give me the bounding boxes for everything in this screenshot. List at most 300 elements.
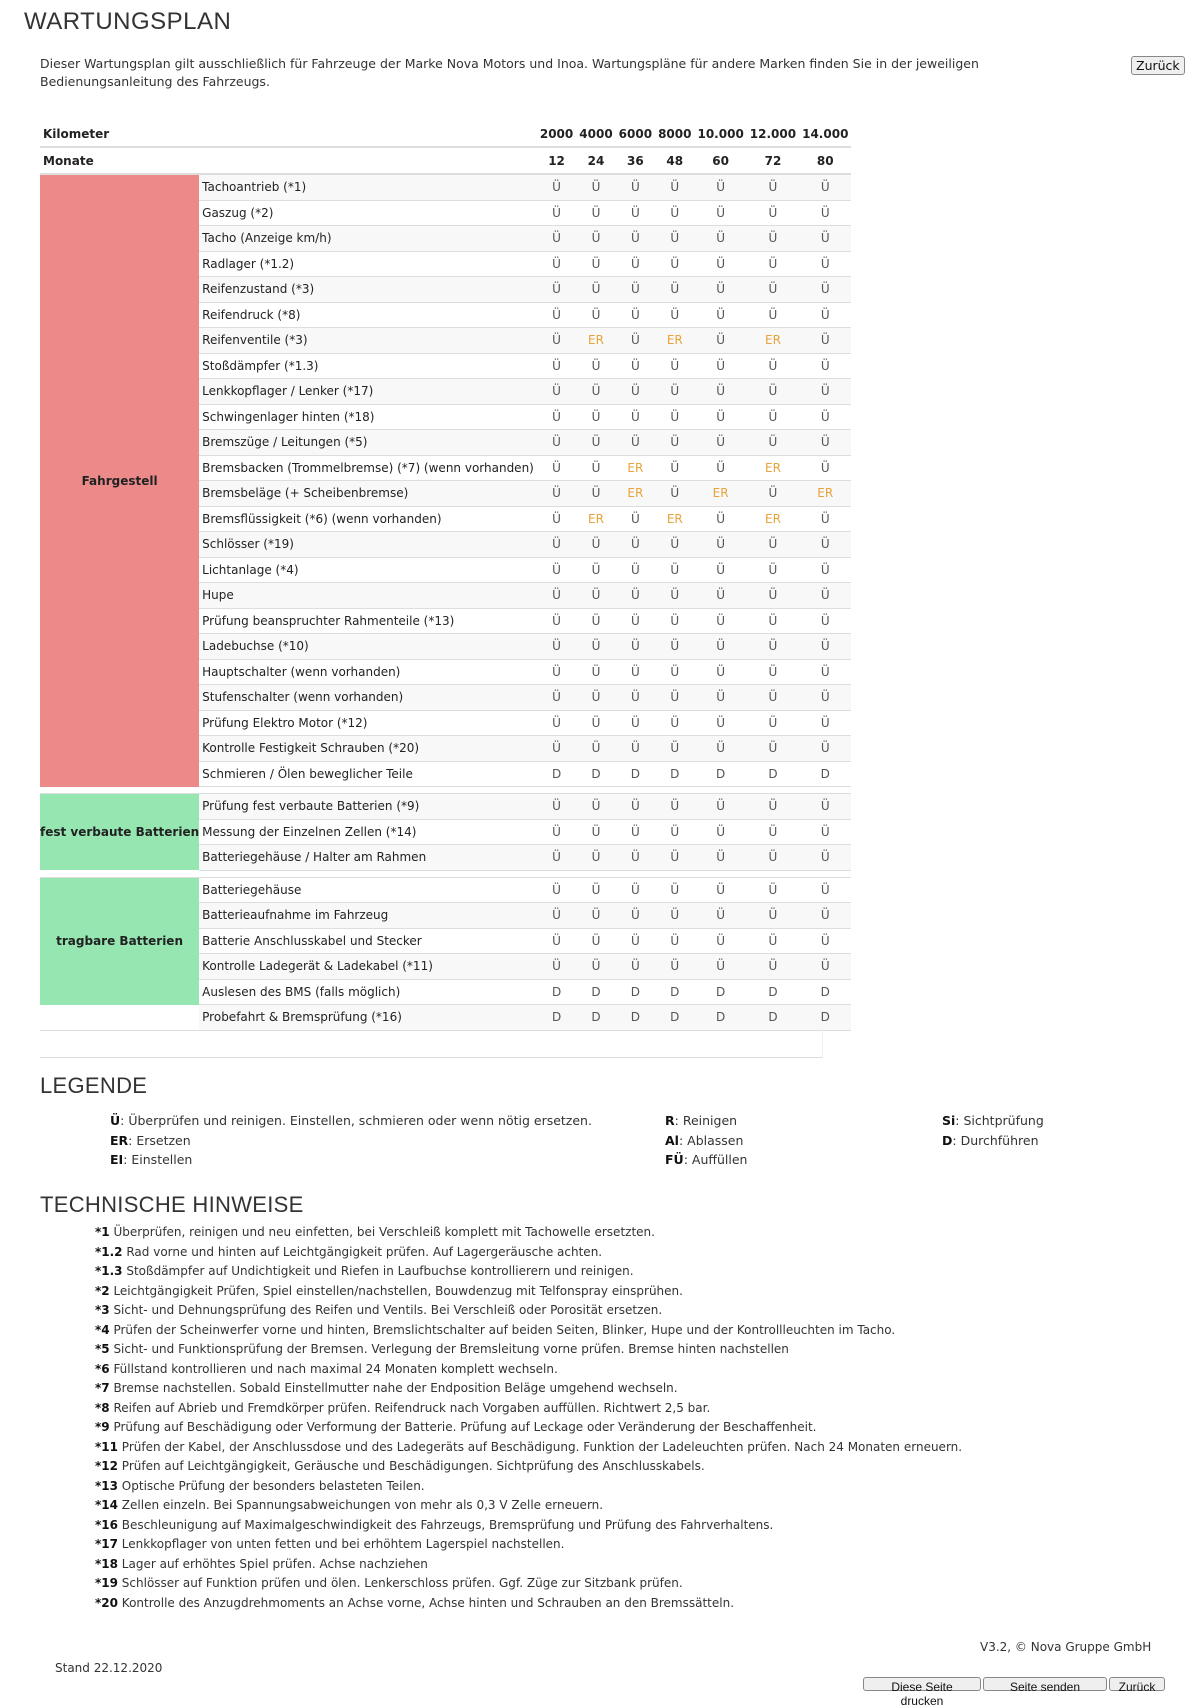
- interval-cell: Ü: [747, 819, 799, 845]
- interval-cell: Ü: [694, 430, 746, 456]
- item-label: Bremszüge / Leitungen (*5): [199, 430, 537, 456]
- interval-cell: Ü: [655, 877, 694, 903]
- interval-cell: Ü: [747, 659, 799, 685]
- interval-cell: Ü: [694, 557, 746, 583]
- note-text: Prüfen der Kabel, der Anschlussdose und des Ladegeräts auf Beschädigung. Funktion der Ladeleuchten prüfen. Nach 24 Monaten erneuern.: [117, 1439, 963, 1454]
- legend-key: Al: [665, 1132, 679, 1148]
- item-label: Hupe: [199, 583, 537, 609]
- item-label: Stufenschalter (wenn vorhanden): [199, 685, 537, 711]
- interval-cell: ER: [747, 506, 799, 532]
- interval-cell: Ü: [537, 226, 576, 252]
- interval-cell: Ü: [747, 251, 799, 277]
- legend-key: EI: [110, 1152, 124, 1167]
- interval-cell: Ü: [616, 685, 655, 711]
- group-label: [40, 1005, 199, 1031]
- note-text: Beschleunigung auf Maximalgeschwindigkeit des Fahrzeugs, Bremsprüfung und Prüfung des Fahrverhaltens.: [117, 1517, 774, 1532]
- interval-cell: Ü: [799, 583, 851, 609]
- interval-cell: Ü: [799, 710, 851, 736]
- interval-cell: Ü: [576, 532, 615, 558]
- interval-cell: Ü: [655, 481, 694, 507]
- interval-cell: Ü: [537, 634, 576, 660]
- interval-cell: Ü: [655, 174, 694, 200]
- interval-cell: Ü: [799, 328, 851, 354]
- interval-cell: ER: [616, 481, 655, 507]
- technical-note: [95, 1282, 962, 1302]
- km-header: 4000: [576, 121, 615, 147]
- interval-cell: Ü: [747, 404, 799, 430]
- version-copyright: V3.2, © Nova Gruppe GmbH: [980, 1640, 1152, 1654]
- month-header: 72: [747, 147, 799, 174]
- interval-cell: Ü: [616, 379, 655, 405]
- interval-cell: Ü: [616, 659, 655, 685]
- send-page-button[interactable]: Seite senden: [983, 1677, 1107, 1691]
- interval-cell: Ü: [655, 353, 694, 379]
- km-header: 10.000: [694, 121, 746, 147]
- interval-cell: Ü: [537, 710, 576, 736]
- interval-cell: D: [616, 761, 655, 787]
- interval-cell: Ü: [694, 328, 746, 354]
- interval-cell: Ü: [616, 532, 655, 558]
- interval-cell: Ü: [655, 557, 694, 583]
- interval-cell: Ü: [576, 903, 615, 929]
- interval-cell: Ü: [799, 430, 851, 456]
- interval-cell: Ü: [747, 583, 799, 609]
- note-text: Schlösser auf Funktion prüfen und ölen. Lenkerschloss prüfen. Ggf. Züge zur Sitzbank prüfen.: [117, 1576, 683, 1590]
- item-label: Prüfung Elektro Motor (*12): [199, 710, 537, 736]
- technical-note: [95, 1457, 962, 1477]
- interval-cell: Ü: [537, 736, 576, 762]
- legend-column-2: [665, 1111, 747, 1170]
- maintenance-row: [40, 1005, 851, 1031]
- technical-note: [95, 1516, 962, 1536]
- interval-cell: Ü: [747, 736, 799, 762]
- interval-cell: Ü: [694, 174, 746, 200]
- interval-cell: Ü: [799, 634, 851, 660]
- note-text: Zellen einzeln. Bei Spannungsabweichungen von mehr als 0,3 V Zelle erneuern.: [117, 1498, 604, 1512]
- interval-cell: Ü: [694, 819, 746, 845]
- legend-text: : Durchführen: [952, 1132, 1039, 1148]
- interval-cell: Ü: [616, 404, 655, 430]
- note-text: Lenkkopflager von unten fetten und bei erhöhtem Lagerspiel nachstellen.: [117, 1537, 565, 1551]
- interval-cell: Ü: [655, 634, 694, 660]
- interval-cell: Ü: [576, 710, 615, 736]
- interval-cell: Ü: [616, 954, 655, 980]
- group-separator: [40, 787, 851, 794]
- interval-cell: Ü: [655, 794, 694, 820]
- interval-cell: Ü: [799, 353, 851, 379]
- interval-cell: D: [655, 761, 694, 787]
- note-text: Prüfen auf Leichtgängigkeit, Geräusche und Beschädigungen. Sichtprüfung des Anschlusskabels.: [117, 1459, 705, 1473]
- interval-cell: Ü: [799, 277, 851, 303]
- interval-cell: Ü: [799, 794, 851, 820]
- interval-cell: D: [799, 761, 851, 787]
- item-label: Lenkkopflager / Lenker (*17): [199, 379, 537, 405]
- interval-cell: Ü: [747, 226, 799, 252]
- legend-column-1: [110, 1111, 592, 1170]
- interval-cell: ER: [799, 481, 851, 507]
- interval-cell: Ü: [576, 557, 615, 583]
- maintenance-row: [40, 877, 851, 903]
- interval-cell: Ü: [747, 634, 799, 660]
- month-header: 80: [799, 147, 851, 174]
- interval-cell: Ü: [576, 928, 615, 954]
- interval-cell: Ü: [616, 226, 655, 252]
- interval-cell: D: [537, 1005, 576, 1031]
- interval-cell: Ü: [747, 200, 799, 226]
- interval-cell: D: [537, 979, 576, 1005]
- item-label: Gaszug (*2): [199, 200, 537, 226]
- interval-cell: Ü: [616, 634, 655, 660]
- interval-cell: Ü: [655, 736, 694, 762]
- technical-note: [95, 1399, 962, 1419]
- interval-cell: Ü: [537, 819, 576, 845]
- interval-cell: ER: [655, 506, 694, 532]
- legend-key: Ü: [110, 1113, 121, 1128]
- legend-key: FÜ: [665, 1152, 684, 1167]
- legend-column-3: [942, 1111, 1044, 1150]
- interval-cell: Ü: [616, 877, 655, 903]
- interval-cell: Ü: [537, 659, 576, 685]
- interval-cell: Ü: [747, 277, 799, 303]
- interval-cell: Ü: [747, 877, 799, 903]
- interval-cell: Ü: [616, 200, 655, 226]
- note-text: Bremse nachstellen. Sobald Einstellmutter nahe der Endposition Beläge umgehend wechseln.: [109, 1381, 678, 1395]
- group-label: tragbare Batterien: [40, 877, 199, 1005]
- interval-cell: ER: [576, 506, 615, 532]
- interval-cell: Ü: [747, 532, 799, 558]
- interval-cell: Ü: [537, 353, 576, 379]
- interval-cell: Ü: [747, 845, 799, 871]
- legend-key: D: [942, 1132, 953, 1148]
- item-label: Schmieren / Ölen beweglicher Teile: [199, 761, 537, 787]
- technical-notes-list: [95, 1223, 962, 1613]
- interval-cell: Ü: [655, 277, 694, 303]
- interval-cell: Ü: [799, 379, 851, 405]
- interval-cell: Ü: [576, 302, 615, 328]
- legend-text: : Sichtprüfung: [955, 1113, 1044, 1128]
- interval-cell: Ü: [616, 174, 655, 200]
- months-header-row: [40, 147, 851, 174]
- interval-cell: Ü: [576, 736, 615, 762]
- interval-cell: Ü: [655, 928, 694, 954]
- legend-item: [665, 1111, 747, 1131]
- interval-cell: Ü: [799, 302, 851, 328]
- legend-text: : Ablassen: [678, 1132, 744, 1148]
- note-text: Optische Prüfung der besonders belasteten Teilen.: [117, 1478, 425, 1493]
- interval-cell: D: [694, 979, 746, 1005]
- item-label: Schlösser (*19): [199, 532, 537, 558]
- back-button[interactable]: Zurück: [1131, 56, 1185, 75]
- note-text: Lager auf erhöhtes Spiel prüfen. Achse nachziehen: [117, 1556, 428, 1571]
- note-key: *2: [95, 1283, 110, 1298]
- interval-cell: Ü: [655, 954, 694, 980]
- interval-cell: ER: [616, 455, 655, 481]
- item-label: Tacho (Anzeige km/h): [199, 226, 537, 252]
- interval-cell: Ü: [537, 583, 576, 609]
- interval-cell: Ü: [694, 200, 746, 226]
- interval-cell: Ü: [655, 608, 694, 634]
- legend-text: : Auffüllen: [683, 1152, 748, 1167]
- item-label: Batteriegehäuse / Halter am Rahmen: [199, 845, 537, 871]
- interval-cell: ER: [655, 328, 694, 354]
- interval-cell: Ü: [694, 903, 746, 929]
- legend-item: [665, 1131, 747, 1151]
- month-header: 24: [576, 147, 615, 174]
- month-header: 60: [694, 147, 746, 174]
- km-header: 2000: [537, 121, 576, 147]
- technical-note: [95, 1360, 962, 1380]
- technical-note: [95, 1418, 962, 1438]
- month-header: 36: [616, 147, 655, 174]
- interval-cell: Ü: [616, 845, 655, 871]
- print-page-button[interactable]: Diese Seite drucken: [863, 1677, 981, 1691]
- interval-cell: Ü: [747, 430, 799, 456]
- interval-cell: Ü: [694, 954, 746, 980]
- interval-cell: Ü: [616, 608, 655, 634]
- interval-cell: Ü: [537, 845, 576, 871]
- interval-cell: Ü: [694, 379, 746, 405]
- interval-cell: Ü: [616, 430, 655, 456]
- interval-cell: Ü: [616, 583, 655, 609]
- legend-item: [942, 1131, 1044, 1151]
- stand-date: Stand 22.12.2020: [55, 1661, 163, 1675]
- interval-cell: Ü: [537, 455, 576, 481]
- interval-cell: Ü: [537, 430, 576, 456]
- note-key: *11: [95, 1439, 118, 1454]
- item-label: Schwingenlager hinten (*18): [199, 404, 537, 430]
- note-text: Füllstand kontrollieren und nach maximal 24 Monaten komplett wechseln.: [109, 1361, 558, 1376]
- legend-key: R: [665, 1113, 675, 1128]
- interval-cell: D: [747, 1005, 799, 1031]
- interval-cell: Ü: [576, 583, 615, 609]
- interval-cell: Ü: [799, 928, 851, 954]
- interval-cell: Ü: [799, 845, 851, 871]
- note-key: *14: [95, 1498, 118, 1512]
- item-label: Batterie Anschlusskabel und Stecker: [199, 928, 537, 954]
- interval-cell: Ü: [799, 877, 851, 903]
- interval-cell: Ü: [576, 634, 615, 660]
- item-label: Probefahrt & Bremsprüfung (*16): [199, 1005, 537, 1031]
- interval-cell: D: [537, 761, 576, 787]
- interval-cell: Ü: [655, 302, 694, 328]
- legend-text: : Einstellen: [123, 1152, 193, 1167]
- interval-cell: Ü: [747, 353, 799, 379]
- note-key: *12: [95, 1459, 118, 1473]
- interval-cell: ER: [747, 328, 799, 354]
- table-footer: [40, 1030, 823, 1058]
- interval-cell: Ü: [655, 532, 694, 558]
- maintenance-table: [40, 121, 851, 1031]
- item-label: Messung der Einzelnen Zellen (*14): [199, 819, 537, 845]
- legend-key: Si: [942, 1113, 956, 1128]
- technical-note: [95, 1574, 962, 1594]
- group-label: fest verbaute Batterien: [40, 794, 199, 871]
- interval-cell: Ü: [694, 583, 746, 609]
- interval-cell: Ü: [694, 532, 746, 558]
- interval-cell: Ü: [655, 903, 694, 929]
- interval-cell: Ü: [694, 302, 746, 328]
- interval-cell: D: [655, 1005, 694, 1031]
- interval-cell: Ü: [537, 251, 576, 277]
- legend-text: : Ersetzen: [128, 1132, 191, 1148]
- interval-cell: Ü: [747, 928, 799, 954]
- interval-cell: Ü: [655, 226, 694, 252]
- interval-cell: Ü: [694, 251, 746, 277]
- interval-cell: Ü: [655, 819, 694, 845]
- interval-cell: ER: [747, 455, 799, 481]
- item-label: Reifenventile (*3): [199, 328, 537, 354]
- note-key: *20: [95, 1595, 118, 1610]
- separator-cell: [40, 870, 851, 877]
- interval-cell: Ü: [537, 685, 576, 711]
- interval-cell: Ü: [694, 710, 746, 736]
- interval-cell: Ü: [799, 954, 851, 980]
- kilometer-label: Kilometer: [40, 121, 537, 147]
- note-text: Sicht- und Funktionsprüfung der Bremsen. Verlegung der Bremsleitung vorne prüfen. Bremse hinten nachstellen: [109, 1342, 789, 1356]
- group-separator: [40, 870, 851, 877]
- interval-cell: Ü: [747, 608, 799, 634]
- months-label: Monate: [40, 147, 537, 174]
- item-label: Kontrolle Festigkeit Schrauben (*20): [199, 736, 537, 762]
- interval-cell: Ü: [537, 954, 576, 980]
- technical-note: [95, 1262, 962, 1282]
- interval-cell: Ü: [747, 685, 799, 711]
- interval-cell: Ü: [576, 794, 615, 820]
- interval-cell: Ü: [537, 877, 576, 903]
- note-key: *1.3: [95, 1264, 123, 1278]
- interval-cell: D: [799, 1005, 851, 1031]
- item-label: Lichtanlage (*4): [199, 557, 537, 583]
- note-key: *1: [95, 1225, 110, 1239]
- technical-note: [95, 1535, 962, 1555]
- interval-cell: Ü: [655, 430, 694, 456]
- note-key: *16: [95, 1517, 118, 1532]
- item-label: Prüfung beanspruchter Rahmenteile (*13): [199, 608, 537, 634]
- interval-cell: Ü: [576, 404, 615, 430]
- item-label: Radlager (*1.2): [199, 251, 537, 277]
- interval-cell: D: [616, 1005, 655, 1031]
- note-key: *1.2: [95, 1244, 123, 1259]
- kilometer-header-row: [40, 121, 851, 147]
- interval-cell: Ü: [694, 685, 746, 711]
- interval-cell: Ü: [537, 379, 576, 405]
- interval-cell: Ü: [616, 328, 655, 354]
- interval-cell: Ü: [799, 506, 851, 532]
- legend-item: [110, 1111, 592, 1131]
- interval-cell: Ü: [694, 455, 746, 481]
- interval-cell: D: [576, 979, 615, 1005]
- interval-cell: Ü: [576, 685, 615, 711]
- maintenance-row: [40, 174, 851, 200]
- interval-cell: Ü: [747, 481, 799, 507]
- interval-cell: Ü: [616, 819, 655, 845]
- interval-cell: Ü: [576, 455, 615, 481]
- technical-note: [95, 1301, 962, 1321]
- interval-cell: Ü: [655, 200, 694, 226]
- interval-cell: Ü: [576, 954, 615, 980]
- interval-cell: Ü: [747, 903, 799, 929]
- interval-cell: Ü: [655, 583, 694, 609]
- interval-cell: ER: [694, 481, 746, 507]
- interval-cell: Ü: [655, 710, 694, 736]
- interval-cell: Ü: [694, 608, 746, 634]
- interval-cell: Ü: [537, 557, 576, 583]
- interval-cell: Ü: [616, 710, 655, 736]
- item-label: Auslesen des BMS (falls möglich): [199, 979, 537, 1005]
- technical-note: [95, 1340, 962, 1360]
- interval-cell: Ü: [694, 928, 746, 954]
- interval-cell: Ü: [576, 877, 615, 903]
- back-bottom-button[interactable]: Zurück: [1109, 1677, 1165, 1691]
- interval-cell: Ü: [694, 845, 746, 871]
- km-header: 14.000: [799, 121, 851, 147]
- technical-note: [95, 1594, 962, 1614]
- note-key: *9: [95, 1420, 110, 1434]
- legend-title: LEGENDE: [40, 1073, 148, 1098]
- interval-cell: Ü: [747, 302, 799, 328]
- note-key: *7: [95, 1381, 110, 1395]
- note-text: Prüfen der Scheinwerfer vorne und hinten, Bremslichtschalter auf beiden Seiten, Blinker, Hupe und der Kontrollleuchten im Tacho.: [109, 1322, 896, 1337]
- interval-cell: Ü: [537, 532, 576, 558]
- technical-note: [95, 1321, 962, 1341]
- interval-cell: Ü: [747, 794, 799, 820]
- interval-cell: Ü: [616, 928, 655, 954]
- interval-cell: Ü: [655, 845, 694, 871]
- km-header: 8000: [655, 121, 694, 147]
- interval-cell: Ü: [537, 903, 576, 929]
- interval-cell: Ü: [799, 251, 851, 277]
- note-key: *19: [95, 1576, 118, 1590]
- interval-cell: Ü: [537, 928, 576, 954]
- legend-item: [110, 1131, 592, 1151]
- interval-cell: Ü: [655, 404, 694, 430]
- legend-text: : Überprüfen und reinigen. Einstellen, schmieren oder wenn nötig ersetzen.: [120, 1113, 592, 1128]
- interval-cell: D: [694, 761, 746, 787]
- item-label: Tachoantrieb (*1): [199, 174, 537, 200]
- interval-cell: Ü: [694, 877, 746, 903]
- legend-key: ER: [110, 1132, 129, 1148]
- interval-cell: Ü: [576, 379, 615, 405]
- interval-cell: Ü: [655, 379, 694, 405]
- interval-cell: Ü: [799, 903, 851, 929]
- interval-cell: Ü: [616, 557, 655, 583]
- interval-cell: D: [799, 979, 851, 1005]
- interval-cell: Ü: [799, 174, 851, 200]
- notes-title: TECHNISCHE HINWEISE: [40, 1192, 304, 1217]
- intro-text: Dieser Wartungsplan gilt ausschließlich für Fahrzeuge der Marke Nova Motors und Inoa. Wartungspläne für andere Marken finden Sie in der jeweiligen Bedienungsanleitung des Fahrzeugs.: [40, 56, 979, 89]
- interval-cell: Ü: [799, 736, 851, 762]
- interval-cell: Ü: [747, 557, 799, 583]
- interval-cell: Ü: [747, 379, 799, 405]
- legend-item: [942, 1111, 1044, 1131]
- note-text: Leichtgängigkeit Prüfen, Spiel einstellen/nachstellen, Bouwdenzug mit Telfonspray einsprühen.: [109, 1283, 683, 1298]
- interval-cell: Ü: [655, 685, 694, 711]
- item-label: Stoßdämpfer (*1.3): [199, 353, 537, 379]
- interval-cell: Ü: [537, 481, 576, 507]
- interval-cell: Ü: [616, 302, 655, 328]
- interval-cell: Ü: [576, 608, 615, 634]
- interval-cell: Ü: [537, 328, 576, 354]
- item-label: Bremsbacken (Trommelbremse) (*7) (wenn vorhanden): [199, 455, 537, 481]
- interval-cell: Ü: [576, 353, 615, 379]
- interval-cell: Ü: [616, 794, 655, 820]
- km-header: 12.000: [747, 121, 799, 147]
- interval-cell: Ü: [799, 608, 851, 634]
- technical-note: [95, 1555, 962, 1575]
- note-text: Rad vorne und hinten auf Leichtgängigkeit prüfen. Auf Lagergeräusche achten.: [122, 1244, 603, 1259]
- interval-cell: Ü: [655, 251, 694, 277]
- month-header: 12: [537, 147, 576, 174]
